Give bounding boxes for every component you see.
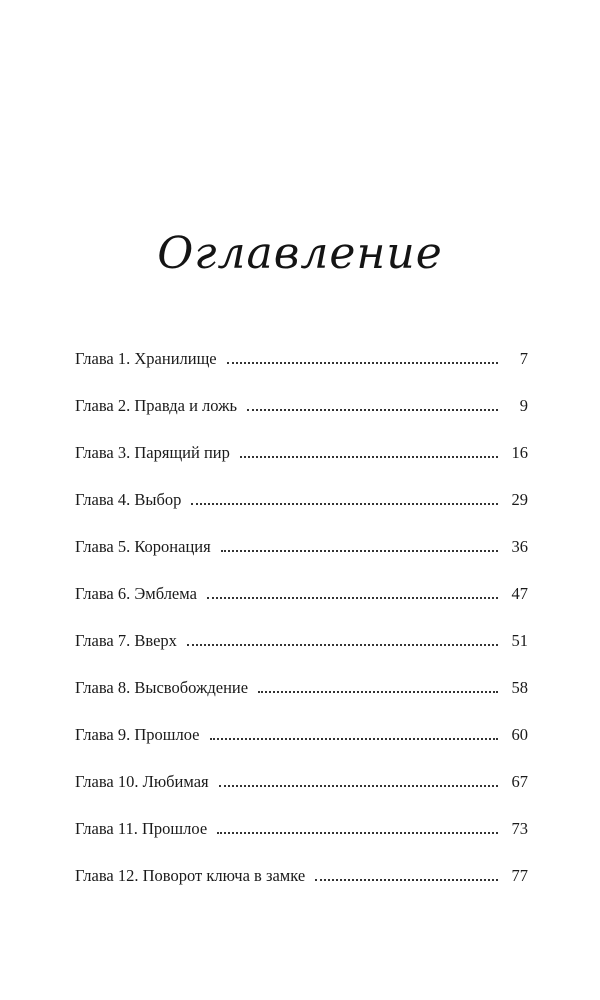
- chapter-title: Глава 5. Коронация: [75, 537, 211, 556]
- page-number: 16: [511, 443, 528, 462]
- page-number: 60: [511, 725, 528, 744]
- page-number: 67: [511, 772, 528, 791]
- chapter-title: Глава 8. Высвобождение: [75, 678, 249, 697]
- page-number: 58: [511, 678, 528, 697]
- toc-entry[interactable]: [75, 584, 528, 631]
- page-number: 77: [511, 866, 528, 885]
- page-number: 7: [519, 349, 528, 368]
- page-title: Оглавление: [157, 228, 443, 279]
- chapter-title: Глава 12. Поворот ключа в замке: [75, 866, 306, 885]
- chapter-title: Глава 4. Выбор: [75, 490, 182, 509]
- toc-entry[interactable]: [75, 443, 528, 490]
- toc-entry[interactable]: [75, 349, 528, 396]
- dot-leader: [258, 691, 498, 693]
- toc-entry[interactable]: [75, 537, 528, 584]
- dot-leader: [240, 456, 498, 458]
- page-number: 47: [511, 584, 528, 603]
- toc-entry[interactable]: [75, 866, 528, 913]
- toc-entry[interactable]: [75, 772, 528, 819]
- chapter-title: Глава 10. Любимая: [75, 772, 209, 791]
- dot-leader: [217, 832, 498, 834]
- dot-leader: [187, 644, 498, 646]
- dot-leader: [221, 550, 498, 552]
- chapter-title: Глава 2. Правда и ложь: [75, 396, 238, 415]
- table-of-contents: [75, 349, 528, 913]
- dot-leader: [247, 409, 498, 411]
- chapter-title: Глава 7. Вверх: [75, 631, 177, 650]
- page-number: 29: [511, 490, 528, 509]
- dot-leader: [227, 362, 498, 364]
- dot-leader: [191, 503, 498, 505]
- chapter-title: Глава 1. Хранилище: [75, 349, 217, 368]
- toc-entry[interactable]: [75, 678, 528, 725]
- dot-leader: [219, 785, 498, 787]
- dot-leader: [207, 597, 498, 599]
- toc-entry[interactable]: [75, 396, 528, 443]
- dot-leader: [315, 879, 498, 881]
- toc-entry[interactable]: [75, 631, 528, 678]
- toc-entry[interactable]: [75, 725, 528, 772]
- chapter-title: Глава 9. Прошлое: [75, 725, 200, 744]
- dot-leader: [210, 738, 498, 740]
- page-number: 73: [511, 819, 528, 838]
- page-number: 51: [511, 631, 528, 650]
- chapter-title: Глава 3. Парящий пир: [75, 443, 230, 462]
- chapter-title: Глава 6. Эмблема: [75, 584, 197, 603]
- chapter-title: Глава 11. Прошлое: [75, 819, 208, 838]
- page-number: 36: [511, 537, 528, 556]
- toc-entry[interactable]: [75, 819, 528, 866]
- toc-entry[interactable]: [75, 490, 528, 537]
- page-number: 9: [519, 396, 528, 415]
